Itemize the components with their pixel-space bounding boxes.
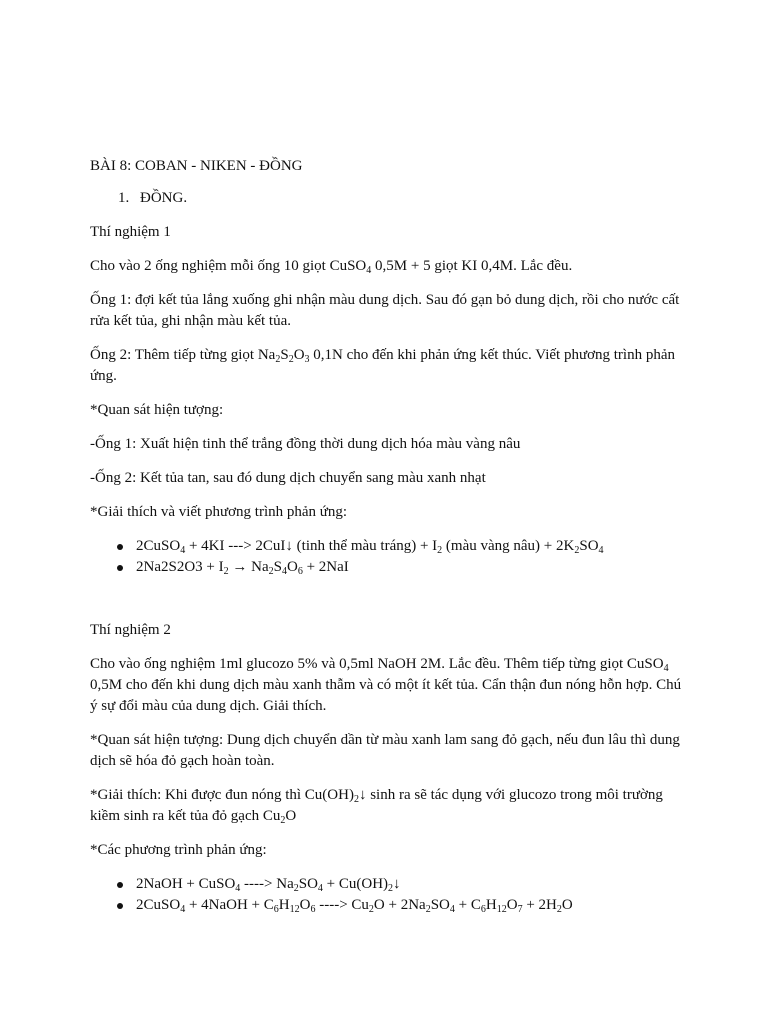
equation-item: $2Na2S2O3 + I_2 \to Na_2S_4O_6 + 2NaI$ xyxy=(90,557,690,578)
bullet-icon xyxy=(117,882,123,888)
bullet-icon xyxy=(117,544,123,550)
observation-tube-1: -Ống 1: Xuất hiện tinh thể trắng đồng thời dung dịch hóa màu vàng nâu xyxy=(90,436,521,452)
equation-item: 2CuSO$_4$ + 4NaOH + $C_6H_{12}O_6$ ----> $Cu_2O + 2Na_2SO_4 + C_6H_{12}O_7 + 2H_2O$ xyxy=(90,895,690,916)
experiment-2-intro: Cho vào ống nghiệm 1ml glucozo 5% và 0,5ml NaOH 2M. Lắc đều. Thêm tiếp từng giọt CuSO$_4$ 0,5M cho đến khi dung dịch màu xanh thẫm và có một ít kết tủa. Cẩn thận đun nóng hỗn hợp. Chú ý sự đổi màu của dung dịch. Giải thích. xyxy=(90,656,682,714)
observation-tube-2: -Ống 2: Kết tủa tan, sau đó dung dịch chuyển sang màu xanh nhạt xyxy=(90,470,486,486)
experiment-2-observation: *Quan sát hiện tượng: Dung dịch chuyển dần từ màu xanh lam sang đỏ gạch, nếu đun lâu thì dung dịch sẽ hóa đỏ gạch hoàn toàn. xyxy=(90,732,680,769)
experiment-2-explanation: *Giải thích: Khi được đun nóng thì $Cu(OH)_2↓$ sinh ra sẽ tác dụng với glucozo trong môi trường kiềm sinh ra kết tủa đỏ gạch $Cu_2O$ xyxy=(90,787,663,826)
observation-heading: *Quan sát hiện tượng: xyxy=(90,402,224,418)
equation-item: 2CuSO$_4$ + 4KI ---> 2CuI↓ (tinh thể màu tráng) + $I_2$ (màu vàng nâu) + $2K_2SO_4$ xyxy=(90,536,690,557)
document-page xyxy=(90,156,690,928)
explanation-heading: *Giải thích và viết phương trình phản ứng: xyxy=(90,504,348,520)
page-title: BÀI 8: COBAN - NIKEN - ĐỒNG xyxy=(90,158,303,174)
equation-item: 2NaOH + CuSO$_4$ ----> $Na_2SO_4$ + $Cu(OH)_2↓$ xyxy=(90,874,690,895)
experiment-2-equations xyxy=(90,874,690,916)
experiment-1-equations xyxy=(90,536,690,578)
experiment-2-equations-heading: *Các phương trình phản ứng: xyxy=(90,842,267,858)
bullet-icon xyxy=(117,565,123,571)
section-number: 1. xyxy=(118,190,130,206)
experiment-1-tube-1: Ống 1: đợi kết tủa lắng xuống ghi nhận màu dung dịch. Sau đó gạn bỏ dung dịch, rồi cho nước cất rửa kết tủa, ghi nhận màu kết tủa. xyxy=(90,292,680,329)
section-label: ĐỒNG. xyxy=(140,190,188,206)
experiment-2-heading: Thí nghiệm 2 xyxy=(90,622,171,638)
experiment-1-intro: Cho vào 2 ống nghiệm mỗi ống 10 giọt CuSO$_4$ 0,5M + 5 giọt KI 0,4M. Lắc đều. xyxy=(90,258,573,276)
experiment-1-tube-2: Ống 2: Thêm tiếp từng giọt $Na_2S_2O_3$ 0,1N cho đến khi phản ứng kết thúc. Viết phương trình phản ứng. xyxy=(90,347,675,384)
experiment-1-heading: Thí nghiệm 1 xyxy=(90,224,171,240)
section-heading-copper xyxy=(90,188,690,209)
bullet-icon xyxy=(117,903,123,909)
